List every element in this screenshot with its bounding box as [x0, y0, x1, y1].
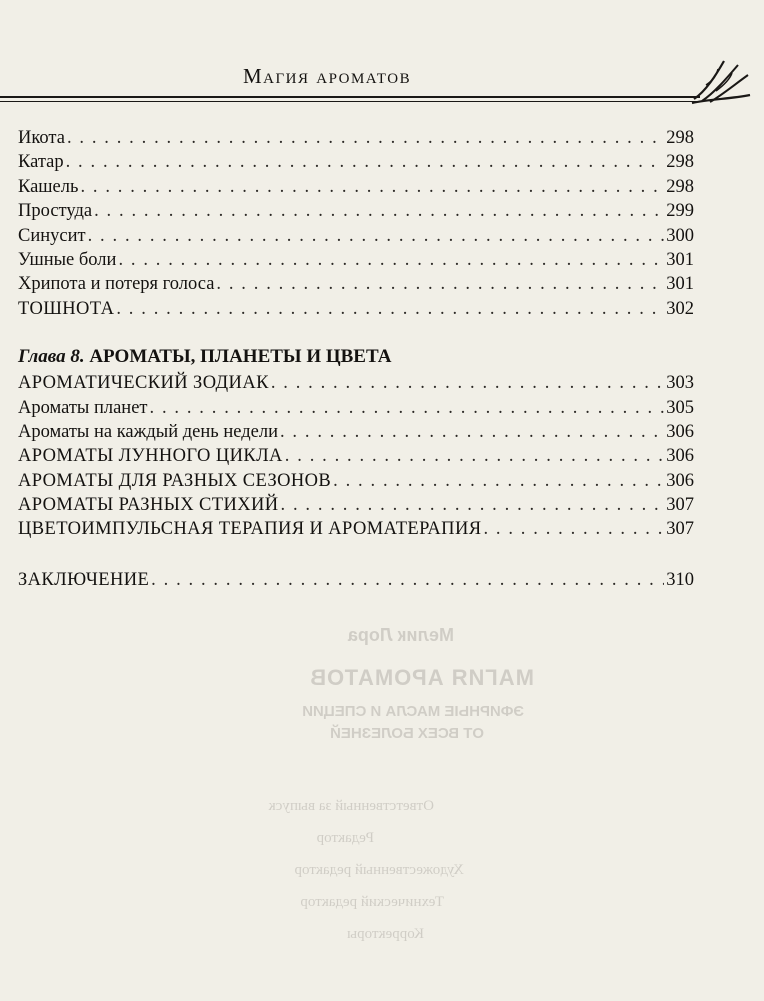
toc-entry-page: 307: [666, 519, 694, 540]
toc-entry-page: 303: [666, 373, 694, 394]
toc-entry[interactable]: [18, 420, 694, 444]
dot-leader: [285, 444, 664, 468]
toc-entry-page: 300: [666, 225, 694, 246]
toc-entry-page: 307: [666, 495, 694, 516]
toc-entry[interactable]: [18, 493, 694, 517]
toc-entry[interactable]: [18, 371, 694, 395]
toc-entry[interactable]: [18, 469, 694, 493]
dot-leader: [280, 420, 664, 444]
toc-entry-label: Катар: [18, 152, 64, 173]
dot-leader: [66, 150, 665, 174]
bleed-subtitle-2: ОТ ВСЕХ БОЛЕЗНЕЙ: [330, 725, 484, 742]
toc-entry[interactable]: [18, 126, 694, 150]
toc-entry-page: 298: [666, 176, 694, 197]
toc-entry[interactable]: [18, 175, 694, 199]
toc-entry-label: Ароматы на каждый день недели: [18, 421, 278, 442]
dot-leader: [118, 248, 664, 272]
toc-entry-label: АРОМАТИЧЕСКИЙ ЗОДИАК: [18, 373, 269, 394]
toc-entry-conclusion[interactable]: [18, 568, 694, 592]
toc-entry-label: Простуда: [18, 201, 93, 222]
dot-leader: [150, 396, 665, 420]
toc-entry-label: Хрипота и потеря голоса: [18, 274, 215, 295]
toc-entry-page: 306: [666, 470, 694, 491]
header-rule: [0, 96, 700, 102]
toc-entry-page: 306: [666, 421, 694, 442]
dot-leader: [333, 469, 664, 493]
toc-entry-page: 302: [666, 298, 694, 319]
toc-entry[interactable]: [18, 444, 694, 468]
chapter-title: АРОМАТЫ, ПЛАНЕТЫ И ЦВЕТА: [89, 346, 392, 368]
toc-entry-label: ТОШНОТА: [18, 298, 115, 319]
toc-entry-page: 299: [666, 201, 694, 222]
toc-entry-label: АРОМАТЫ РАЗНЫХ СТИХИЙ: [18, 495, 279, 516]
running-title: Магия ароматов: [243, 64, 412, 88]
toc-entry[interactable]: [18, 396, 694, 420]
toc-entry-label: Кашель: [18, 176, 79, 197]
dot-leader: [281, 493, 665, 517]
toc-entry[interactable]: [18, 297, 694, 321]
bleed-credit: Технический редактор: [300, 894, 444, 910]
toc-entry-page: 301: [666, 249, 694, 270]
toc-entry-page: 310: [666, 569, 694, 590]
toc-entry[interactable]: [18, 517, 694, 541]
toc-entry-page: 298: [666, 152, 694, 173]
toc-entry-label: ЦВЕТОИМПУЛЬСНАЯ ТЕРАПИЯ И АРОМАТЕРАПИЯ: [18, 519, 482, 540]
dot-leader: [88, 224, 665, 248]
toc-entry-page: 305: [666, 397, 694, 418]
bleed-author: Мелик Лора: [347, 625, 454, 645]
bleed-credit: Корректоры: [347, 926, 424, 942]
toc-section-top: [18, 126, 694, 321]
toc-entry[interactable]: [18, 199, 694, 223]
toc-entry-label: Ароматы планет: [18, 397, 148, 418]
toc-entry[interactable]: [18, 150, 694, 174]
toc-entry[interactable]: [18, 248, 694, 272]
dot-leader: [483, 517, 664, 541]
toc-entry-label: АРОМАТЫ ДЛЯ РАЗНЫХ СЕЗОНОВ: [18, 470, 332, 491]
dot-leader: [116, 297, 664, 321]
bleed-through-text: [0, 615, 764, 1001]
toc-entry-page: 306: [666, 446, 694, 467]
dot-leader: [94, 199, 664, 223]
dot-leader: [271, 371, 664, 395]
toc-entry-label: Синусит: [18, 225, 86, 246]
toc-entry[interactable]: [18, 224, 694, 248]
toc-entry-label: Ушные боли: [18, 249, 117, 270]
page-header: [0, 0, 764, 110]
toc-entry-label: АРОМАТЫ ЛУННОГО ЦИКЛА: [18, 446, 283, 467]
dot-leader: [151, 568, 664, 592]
dot-leader: [67, 126, 664, 150]
chapter-heading: [18, 343, 694, 371]
bleed-credit: Ответственный за выпуск: [268, 798, 434, 814]
toc-entry-page: 301: [666, 274, 694, 295]
toc-entry-label: ЗАКЛЮЧЕНИЕ: [18, 569, 150, 590]
toc-section-chapter: [18, 371, 694, 542]
dot-leader: [216, 272, 664, 296]
dot-leader: [80, 175, 664, 199]
toc-entry[interactable]: [18, 272, 694, 296]
bleed-credit: Художественный редактор: [294, 862, 464, 878]
table-of-contents: [18, 126, 694, 592]
bleed-subtitle-1: ЭФИРНЫЕ МАСЛА И СПЕЦИИ: [302, 703, 524, 720]
toc-entry-label: Икота: [18, 128, 65, 148]
toc-entry-page: 298: [666, 128, 694, 148]
bleed-credit: Редактор: [316, 830, 374, 846]
bleed-title: МАГИЯ АРОМАТОВ: [309, 665, 534, 690]
chapter-number: Глава 8.: [18, 346, 85, 368]
